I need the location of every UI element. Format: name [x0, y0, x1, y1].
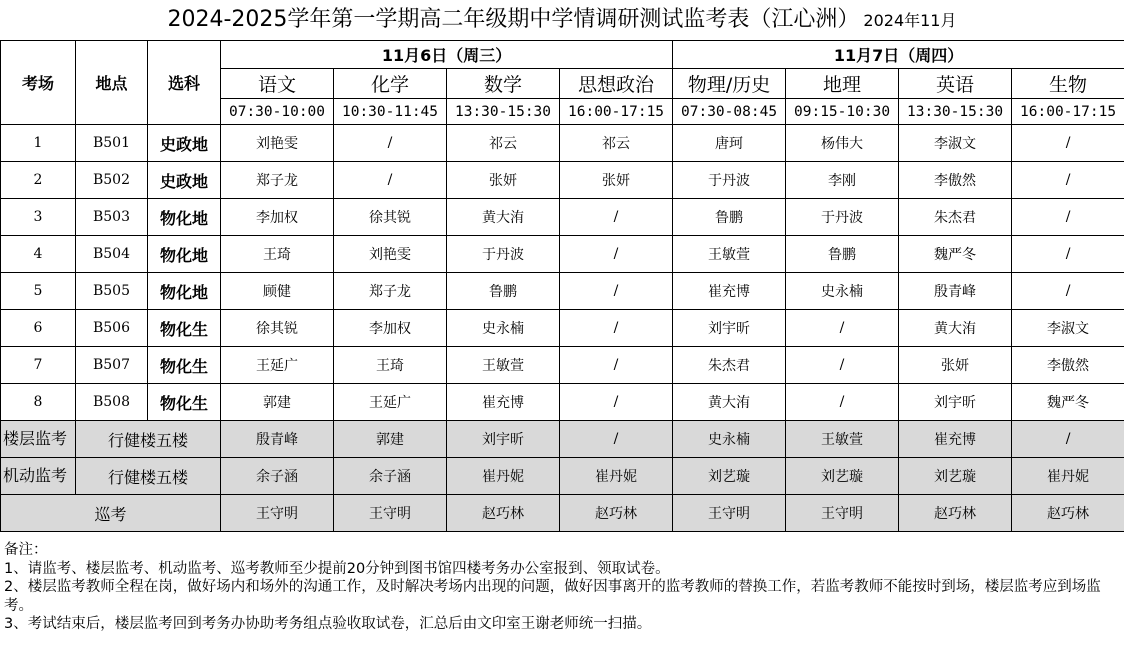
proctor-cell: / — [786, 310, 899, 347]
subject-combo: 物化地 — [148, 199, 221, 236]
mobile-cell: 刘艺璇 — [673, 458, 786, 495]
proctor-cell: 朱杰君 — [899, 199, 1012, 236]
proctor-cell: 王敏萱 — [673, 236, 786, 273]
proctor-cell: 刘宇昕 — [673, 310, 786, 347]
subject-combo: 史政地 — [148, 125, 221, 162]
proctor-cell: 李傲然 — [1012, 347, 1124, 384]
floor-row — [1, 421, 1124, 458]
header-combo: 选科 — [148, 41, 221, 125]
proctor-cell: 张妍 — [899, 347, 1012, 384]
title-date: 2024年11月 — [863, 11, 957, 30]
floor-cell: 史永楠 — [673, 421, 786, 458]
proctor-cell: 李傲然 — [899, 162, 1012, 199]
proctor-cell: 于丹波 — [786, 199, 899, 236]
subject-name: 化学 — [334, 69, 447, 99]
floor-cell: 崔充博 — [899, 421, 1012, 458]
proctor-cell: 顾健 — [221, 273, 334, 310]
proctor-cell: 郭建 — [221, 384, 334, 421]
title-main: 2024-2025学年第一学期高二年级期中学情调研测试监考表（江心洲） — [167, 7, 860, 32]
proctor-cell: 李刚 — [786, 162, 899, 199]
proctor-cell: 张妍 — [447, 162, 560, 199]
mobile-cell: 崔丹妮 — [560, 458, 673, 495]
proctor-cell: 于丹波 — [673, 162, 786, 199]
mobile-cell: 余子涵 — [221, 458, 334, 495]
proctor-cell: 魏严冬 — [1012, 384, 1124, 421]
proctor-cell: 王琦 — [221, 236, 334, 273]
room-number: 6 — [1, 310, 76, 347]
patrol-cell: 王守明 — [673, 495, 786, 532]
room-number: 5 — [1, 273, 76, 310]
room-number: 4 — [1, 236, 76, 273]
subject-name: 生物 — [1012, 69, 1124, 99]
proctor-cell: 王延广 — [221, 347, 334, 384]
room-location: B505 — [76, 273, 148, 310]
proctor-cell: / — [1012, 199, 1124, 236]
subject-time: 09:15-10:30 — [786, 99, 899, 125]
subject-time: 07:30-08:45 — [673, 99, 786, 125]
proctor-cell: 王延广 — [334, 384, 447, 421]
note-item: 3、考试结束后，楼层监考回到考务办协助考务组点验收取试卷，汇总后由文印室王谢老师统一扫描。 — [4, 616, 652, 632]
proctor-cell: 张妍 — [560, 162, 673, 199]
proctor-cell: 黄大洧 — [447, 199, 560, 236]
header-location: 地点 — [76, 41, 148, 125]
proctor-cell: 史永楠 — [786, 273, 899, 310]
proctor-cell: 刘宇昕 — [899, 384, 1012, 421]
room-number: 2 — [1, 162, 76, 199]
floor-cell: / — [1012, 421, 1124, 458]
room-number: 8 — [1, 384, 76, 421]
subject-name: 数学 — [447, 69, 560, 99]
proctor-cell: 祁云 — [447, 125, 560, 162]
subject-time: 16:00-17:15 — [1012, 99, 1124, 125]
notes — [4, 541, 1120, 634]
proctor-cell: 李淑文 — [1012, 310, 1124, 347]
proctor-cell: 殷青峰 — [899, 273, 1012, 310]
notes-heading: 备注： — [4, 542, 48, 558]
page-title — [0, 0, 1124, 38]
subject-time: 13:30-15:30 — [447, 99, 560, 125]
patrol-cell: 赵巧林 — [899, 495, 1012, 532]
table-row — [1, 199, 1124, 236]
patrol-cell: 王守明 — [334, 495, 447, 532]
header-day2: 11月7日（周四） — [673, 41, 1124, 69]
proctor-cell: / — [786, 384, 899, 421]
subject-name: 英语 — [899, 69, 1012, 99]
proctor-cell: / — [560, 236, 673, 273]
floor-cell: 刘宇昕 — [447, 421, 560, 458]
proctor-cell: 郑子龙 — [221, 162, 334, 199]
room-location: B506 — [76, 310, 148, 347]
table-row — [1, 162, 1124, 199]
table-row — [1, 310, 1124, 347]
proctor-cell: 李加权 — [221, 199, 334, 236]
subject-name: 地理 — [786, 69, 899, 99]
room-location: B501 — [76, 125, 148, 162]
subject-name: 思想政治 — [560, 69, 673, 99]
exam-rooms — [1, 125, 1124, 421]
room-location: B504 — [76, 236, 148, 273]
proctor-cell: / — [560, 310, 673, 347]
patrol-label: 巡考 — [1, 495, 221, 532]
proctor-cell: 徐其锐 — [221, 310, 334, 347]
floor-cell: 殷青峰 — [221, 421, 334, 458]
note-item: 2、楼层监考教师全程在岗，做好场内和场外的沟通工作，及时解决考场内出现的问题，做好因事离开的监考教师的替换工作，若监考教师不能按时到场，楼层监考应到场监考。 — [4, 579, 1101, 614]
floor-cell: 王敏萱 — [786, 421, 899, 458]
proctor-cell: / — [1012, 125, 1124, 162]
room-location: B502 — [76, 162, 148, 199]
proctor-cell: 杨伟大 — [786, 125, 899, 162]
mobile-cell: 刘艺璇 — [786, 458, 899, 495]
proctor-cell: 魏严冬 — [899, 236, 1012, 273]
proctor-cell: 李加权 — [334, 310, 447, 347]
floor-cell: / — [560, 421, 673, 458]
proctor-cell: 唐珂 — [673, 125, 786, 162]
patrol-cell: 赵巧林 — [1012, 495, 1124, 532]
table-row — [1, 273, 1124, 310]
proctor-cell: 刘艳雯 — [334, 236, 447, 273]
proctor-cell: 黄大洧 — [673, 384, 786, 421]
subject-time: 10:30-11:45 — [334, 99, 447, 125]
subject-combo: 史政地 — [148, 162, 221, 199]
patrol-cell: 王守明 — [221, 495, 334, 532]
proctor-cell: 徐其锐 — [334, 199, 447, 236]
table-row — [1, 347, 1124, 384]
table-row — [1, 125, 1124, 162]
floor-building: 行健楼五楼 — [76, 421, 221, 458]
subject-combo: 物化生 — [148, 384, 221, 421]
mobile-label: 机动监考 — [1, 458, 76, 495]
proctor-cell: / — [560, 347, 673, 384]
patrol-cell: 赵巧林 — [560, 495, 673, 532]
room-location: B507 — [76, 347, 148, 384]
note-item: 1、请监考、楼层监考、机动监考、巡考教师至少提前20分钟到图书馆四楼考务办公室报到、领取试卷。 — [4, 560, 670, 577]
proctor-cell: 崔充博 — [673, 273, 786, 310]
subject-time: 16:00-17:15 — [560, 99, 673, 125]
proctor-cell: 黄大洧 — [899, 310, 1012, 347]
proctor-cell: 崔充博 — [447, 384, 560, 421]
proctor-cell: 郑子龙 — [334, 273, 447, 310]
proctor-cell: 史永楠 — [447, 310, 560, 347]
proctor-cell: 朱杰君 — [673, 347, 786, 384]
table-row — [1, 384, 1124, 421]
patrol-cell: 赵巧林 — [447, 495, 560, 532]
subject-time: 13:30-15:30 — [899, 99, 1012, 125]
header-day1: 11月6日（周三） — [221, 41, 673, 69]
proctor-cell: 王敏萱 — [447, 347, 560, 384]
mobile-building: 行健楼五楼 — [76, 458, 221, 495]
proctor-cell: / — [786, 347, 899, 384]
mobile-cell: 崔丹妮 — [447, 458, 560, 495]
header-room: 考场 — [1, 41, 76, 125]
subject-time: 07:30-10:00 — [221, 99, 334, 125]
subject-name: 语文 — [221, 69, 334, 99]
proctor-cell: 李淑文 — [899, 125, 1012, 162]
proctor-cell: / — [560, 273, 673, 310]
proctor-cell: / — [560, 384, 673, 421]
subject-combo: 物化生 — [148, 347, 221, 384]
proctor-cell: / — [1012, 162, 1124, 199]
room-number: 1 — [1, 125, 76, 162]
subject-combo: 物化生 — [148, 310, 221, 347]
proctor-cell: / — [334, 162, 447, 199]
proctor-cell: 鲁鹏 — [786, 236, 899, 273]
proctor-cell: / — [560, 199, 673, 236]
table-row — [1, 236, 1124, 273]
floor-label: 楼层监考 — [1, 421, 76, 458]
proctor-cell: / — [1012, 273, 1124, 310]
proctor-cell: 于丹波 — [447, 236, 560, 273]
room-location: B508 — [76, 384, 148, 421]
invigilation-table — [0, 40, 1124, 532]
proctor-cell: / — [1012, 236, 1124, 273]
room-number: 7 — [1, 347, 76, 384]
mobile-row — [1, 458, 1124, 495]
proctor-cell: 刘艳雯 — [221, 125, 334, 162]
subject-combo: 物化地 — [148, 273, 221, 310]
proctor-cell: 鲁鹏 — [673, 199, 786, 236]
mobile-cell: 余子涵 — [334, 458, 447, 495]
floor-cell: 郭建 — [334, 421, 447, 458]
patrol-cell: 王守明 — [786, 495, 899, 532]
subject-name: 物理/历史 — [673, 69, 786, 99]
subject-combo: 物化地 — [148, 236, 221, 273]
patrol-row — [1, 495, 1124, 532]
proctor-cell: 王琦 — [334, 347, 447, 384]
room-location: B503 — [76, 199, 148, 236]
mobile-cell: 崔丹妮 — [1012, 458, 1124, 495]
proctor-cell: / — [334, 125, 447, 162]
proctor-cell: 鲁鹏 — [447, 273, 560, 310]
proctor-cell: 祁云 — [560, 125, 673, 162]
mobile-cell: 刘艺璇 — [899, 458, 1012, 495]
room-number: 3 — [1, 199, 76, 236]
